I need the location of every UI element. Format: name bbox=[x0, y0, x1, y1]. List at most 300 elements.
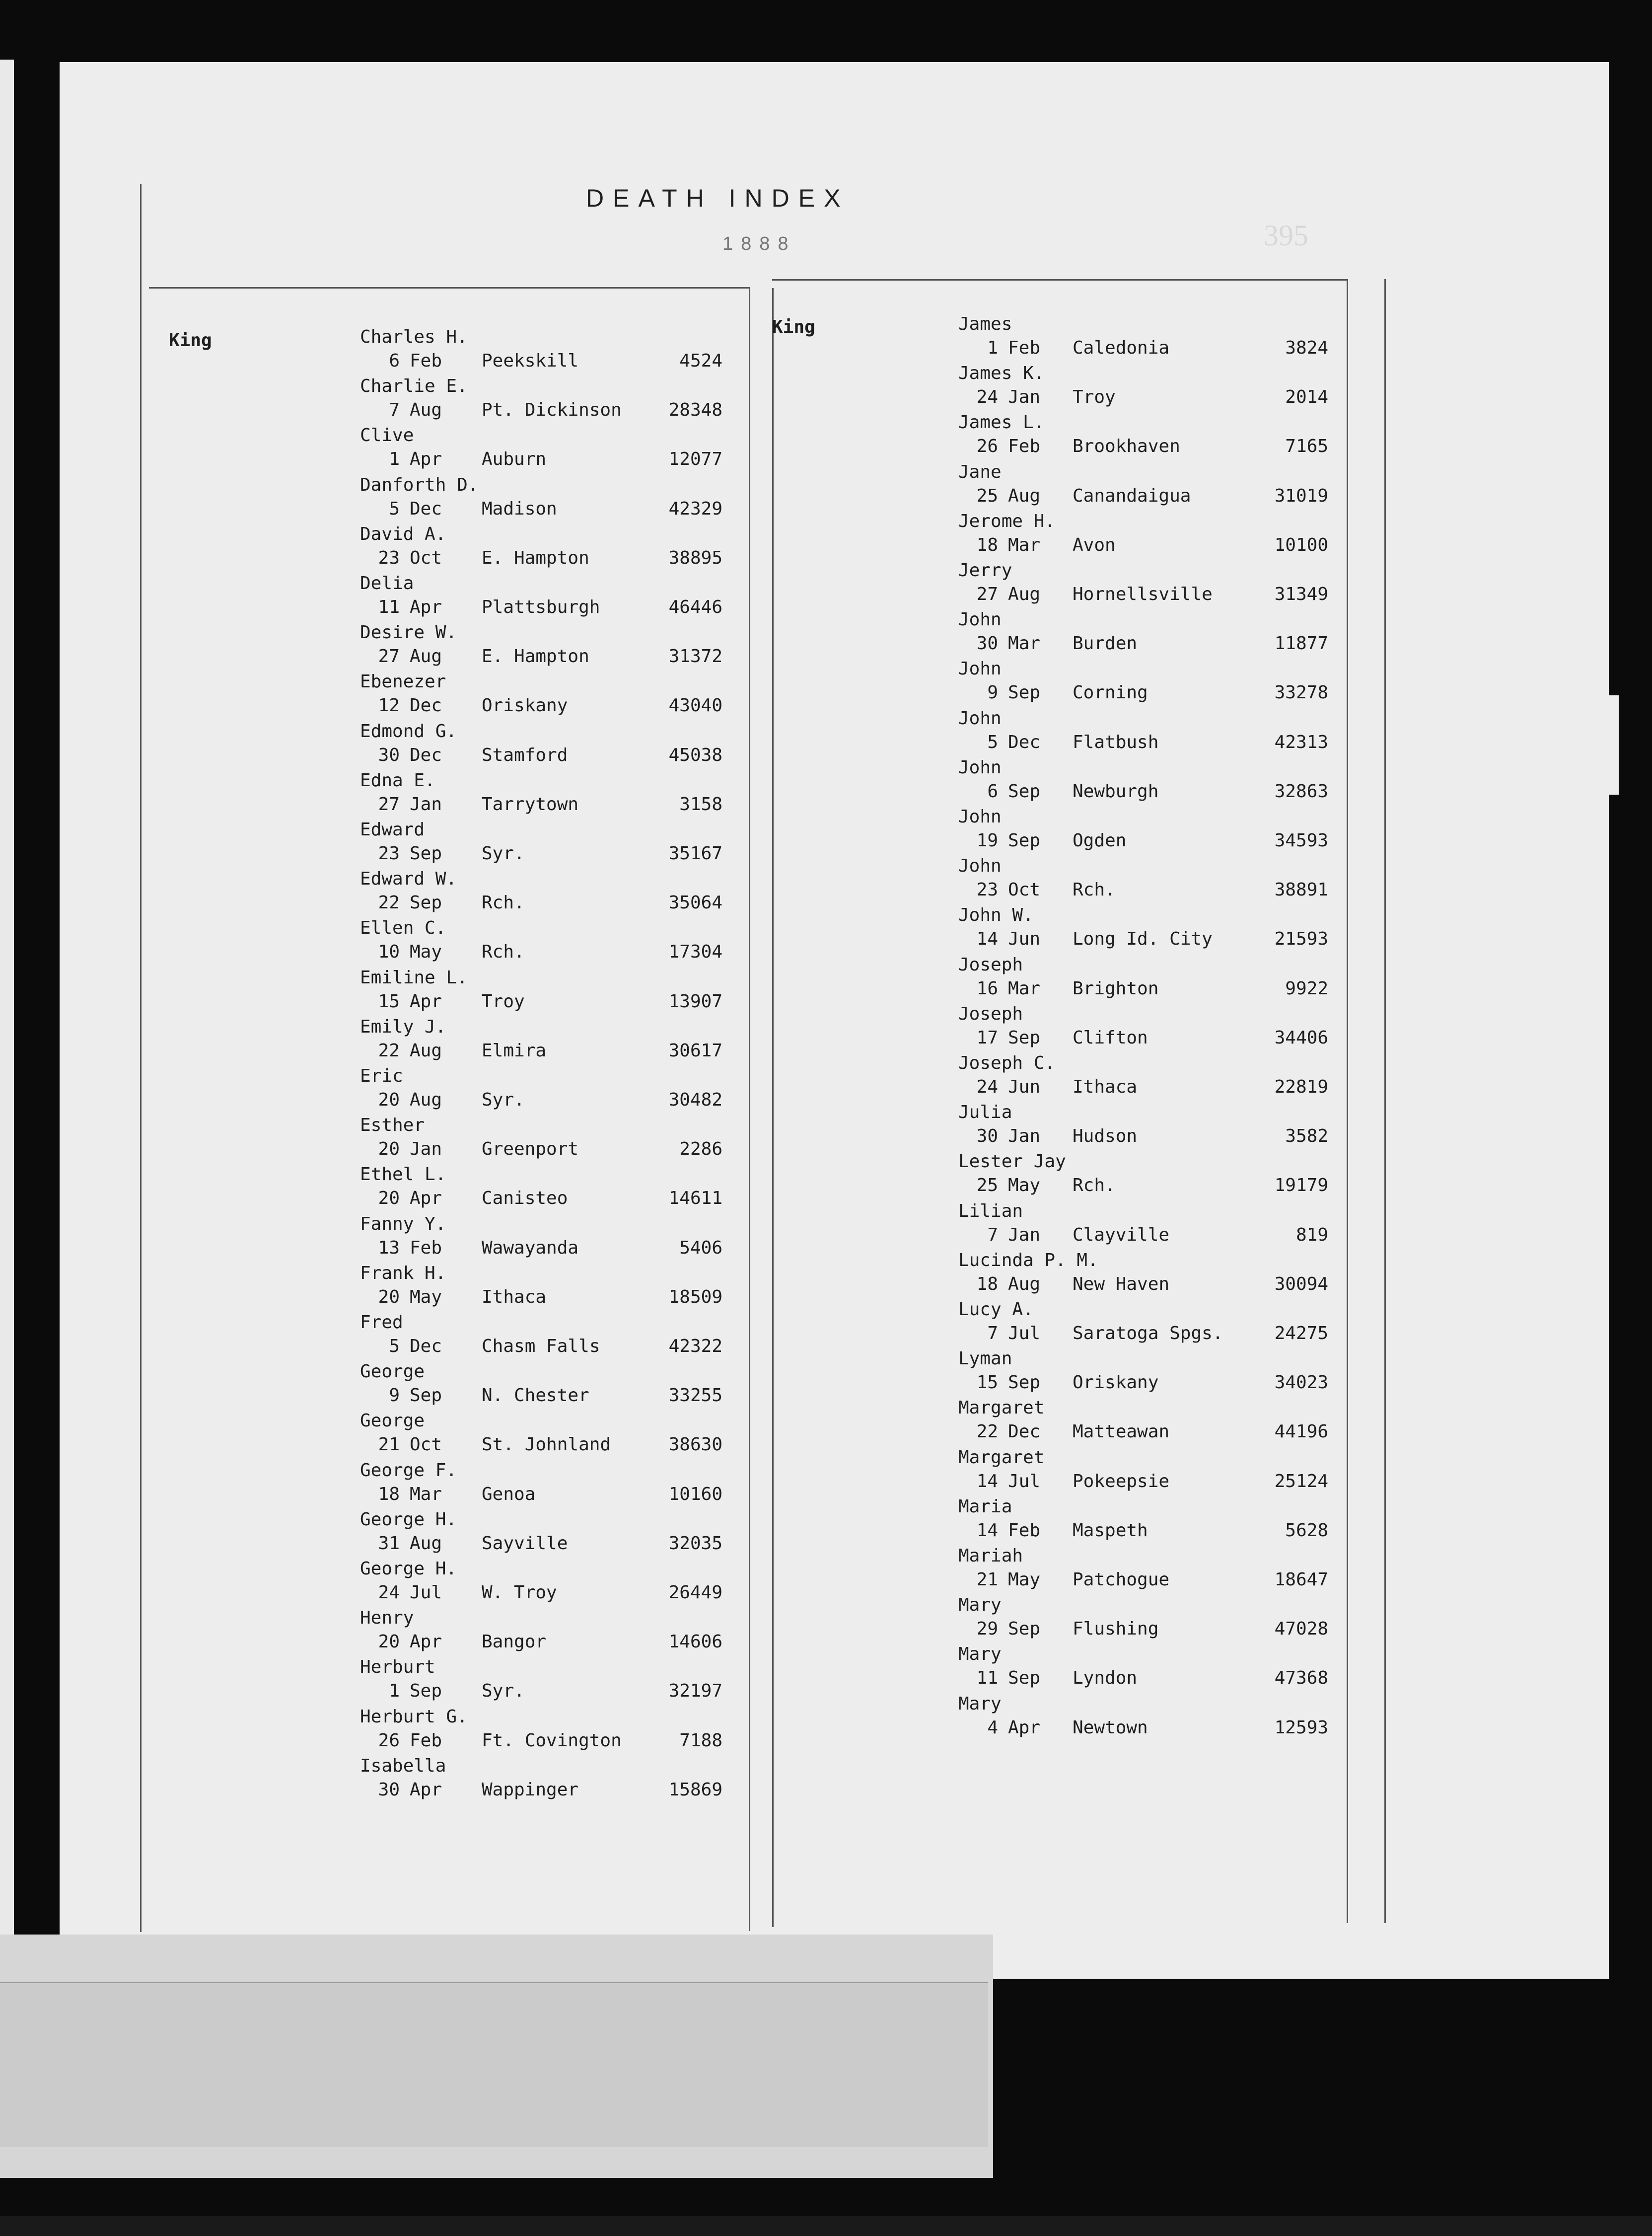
given-name: Fred bbox=[360, 1312, 403, 1333]
certificate-number: 32863 bbox=[1274, 781, 1328, 802]
death-month: Apr bbox=[1008, 1717, 1041, 1738]
death-day: 24 bbox=[976, 1077, 998, 1097]
death-month: Jan bbox=[410, 794, 442, 815]
death-day: 23 bbox=[378, 547, 400, 568]
death-day: 14 bbox=[976, 929, 998, 950]
index-entry bbox=[360, 573, 737, 621]
certificate-number: 42322 bbox=[668, 1336, 722, 1356]
death-month: Dec bbox=[410, 695, 442, 716]
given-name: James bbox=[958, 314, 1012, 334]
given-name: Lyman bbox=[958, 1348, 1012, 1369]
death-month: May bbox=[1008, 1175, 1041, 1196]
death-day: 30 bbox=[378, 1779, 400, 1800]
death-day: 27 bbox=[976, 584, 998, 604]
given-name: Fanny Y. bbox=[360, 1213, 446, 1234]
certificate-number: 45038 bbox=[668, 745, 722, 765]
given-name: John bbox=[958, 659, 1002, 679]
death-day: 13 bbox=[378, 1237, 400, 1258]
index-entry bbox=[360, 425, 737, 473]
place-of-death: Rch. bbox=[482, 942, 525, 963]
certificate-number: 18509 bbox=[668, 1286, 722, 1307]
certificate-number: 5406 bbox=[679, 1237, 722, 1258]
place-of-death: Chasm Falls bbox=[482, 1336, 600, 1356]
given-name: Lester Jay bbox=[958, 1151, 1066, 1172]
place-of-death: Wappinger bbox=[482, 1779, 579, 1800]
given-name: John W. bbox=[958, 905, 1034, 926]
place-of-death: Oriskany bbox=[1073, 1372, 1159, 1393]
place-of-death: Brighton bbox=[1073, 978, 1159, 999]
given-name: Frank H. bbox=[360, 1263, 446, 1283]
given-name: James K. bbox=[958, 363, 1045, 384]
death-day: 31 bbox=[378, 1533, 400, 1554]
death-month: Dec bbox=[1008, 732, 1041, 752]
given-name: Ellen C. bbox=[360, 918, 446, 939]
given-name: Mary bbox=[958, 1693, 1002, 1714]
place-of-death: Rch. bbox=[1073, 1175, 1116, 1196]
death-month: Dec bbox=[1008, 1421, 1041, 1442]
index-entry bbox=[958, 1546, 1346, 1593]
place-of-death: Elmira bbox=[482, 1040, 547, 1061]
death-month: Apr bbox=[410, 1632, 442, 1652]
place-of-death: Madison bbox=[482, 498, 557, 519]
death-day: 15 bbox=[378, 991, 400, 1012]
left-column-right-rule bbox=[749, 287, 750, 1931]
index-card bbox=[60, 62, 1579, 1979]
given-name: Joseph bbox=[958, 954, 1023, 975]
death-day: 27 bbox=[378, 646, 400, 667]
place-of-death: Peekskill bbox=[482, 351, 579, 371]
death-day: 12 bbox=[378, 695, 400, 716]
place-of-death: Saratoga Spgs. bbox=[1073, 1323, 1223, 1343]
certificate-number: 26449 bbox=[668, 1582, 722, 1603]
page-title: DEATH INDEX bbox=[586, 184, 850, 212]
place-of-death: Greenport bbox=[482, 1139, 579, 1160]
index-entry bbox=[360, 1361, 737, 1409]
death-day: 1 bbox=[389, 1681, 400, 1702]
death-month: Oct bbox=[1008, 880, 1041, 900]
place-of-death: Patchogue bbox=[1073, 1569, 1170, 1590]
given-name: Emily J. bbox=[360, 1016, 446, 1037]
index-entry bbox=[360, 1164, 737, 1212]
death-day: 7 bbox=[389, 400, 400, 421]
certificate-number: 12077 bbox=[668, 449, 722, 470]
certificate-number: 34406 bbox=[1274, 1027, 1328, 1048]
place-of-death: E. Hampton bbox=[482, 547, 589, 568]
death-day: 26 bbox=[976, 436, 998, 457]
death-month: May bbox=[1008, 1569, 1041, 1590]
index-entry bbox=[360, 918, 737, 966]
given-name: John bbox=[958, 609, 1002, 630]
death-month: Aug bbox=[410, 1040, 442, 1061]
death-month: Sep bbox=[1008, 1619, 1041, 1640]
given-name: Ethel L. bbox=[360, 1164, 446, 1185]
index-entry bbox=[360, 1707, 737, 1754]
index-entry bbox=[958, 511, 1346, 559]
place-of-death: Ogden bbox=[1073, 830, 1127, 851]
death-month: Sep bbox=[1008, 1372, 1041, 1393]
place-of-death: Syr. bbox=[482, 1090, 525, 1110]
index-entry bbox=[360, 1608, 737, 1655]
place-of-death: Stamford bbox=[482, 745, 568, 765]
death-day: 24 bbox=[378, 1582, 400, 1603]
certificate-number: 19179 bbox=[1274, 1175, 1328, 1196]
death-day: 18 bbox=[378, 1484, 400, 1504]
certificate-number: 2286 bbox=[679, 1139, 722, 1160]
place-of-death: St. Johnland bbox=[482, 1434, 611, 1455]
place-of-death: Bangor bbox=[482, 1632, 547, 1652]
death-month: May bbox=[410, 1286, 442, 1307]
death-day: 30 bbox=[378, 745, 400, 765]
death-month: Feb bbox=[410, 1730, 442, 1751]
certificate-number: 34593 bbox=[1274, 830, 1328, 851]
death-day: 9 bbox=[389, 1385, 400, 1406]
place-of-death: Sayville bbox=[482, 1533, 568, 1554]
certificate-number: 14611 bbox=[668, 1188, 722, 1209]
death-day: 15 bbox=[976, 1372, 998, 1393]
index-entry bbox=[958, 1496, 1346, 1544]
page-year: 1888 bbox=[722, 233, 796, 254]
certificate-number: 33255 bbox=[668, 1385, 722, 1406]
index-entry bbox=[360, 1509, 737, 1557]
right-outer-rule bbox=[1384, 279, 1386, 1923]
certificate-number: 10100 bbox=[1274, 534, 1328, 555]
certificate-number: 47028 bbox=[1274, 1619, 1328, 1640]
place-of-death: Syr. bbox=[482, 843, 525, 864]
certificate-number: 34023 bbox=[1274, 1372, 1328, 1393]
index-entry bbox=[360, 475, 737, 522]
death-day: 23 bbox=[378, 843, 400, 864]
certificate-number: 42313 bbox=[1274, 732, 1328, 752]
death-month: May bbox=[410, 942, 442, 963]
place-of-death: Flatbush bbox=[1073, 732, 1159, 752]
death-day: 5 bbox=[987, 732, 998, 752]
death-month: Aug bbox=[1008, 485, 1041, 506]
index-entry bbox=[360, 820, 737, 867]
header-rule-right bbox=[772, 279, 1348, 281]
index-entry bbox=[958, 462, 1346, 510]
given-name: Esther bbox=[360, 1115, 425, 1136]
death-day: 6 bbox=[389, 351, 400, 371]
certificate-number: 9922 bbox=[1285, 978, 1328, 999]
death-day: 6 bbox=[987, 781, 998, 802]
index-entry bbox=[360, 770, 737, 818]
given-name: James L. bbox=[958, 412, 1045, 433]
right-column-right-rule bbox=[1347, 279, 1348, 1923]
index-entry bbox=[958, 609, 1346, 657]
certificate-number: 12593 bbox=[1274, 1717, 1328, 1738]
death-month: Sep bbox=[1008, 830, 1041, 851]
index-entry bbox=[360, 376, 737, 424]
death-month: Apr bbox=[410, 449, 442, 470]
death-day: 9 bbox=[987, 682, 998, 703]
given-name: John bbox=[958, 807, 1002, 827]
place-of-death: Newtown bbox=[1073, 1717, 1148, 1738]
index-entry bbox=[958, 363, 1346, 411]
page-number: 395 bbox=[1264, 219, 1308, 252]
death-month: Feb bbox=[410, 1237, 442, 1258]
index-entry bbox=[360, 1017, 737, 1064]
place-of-death: Brookhaven bbox=[1073, 436, 1180, 457]
death-day: 14 bbox=[976, 1471, 998, 1491]
death-month: Jun bbox=[1008, 929, 1041, 950]
scan-edge-strip bbox=[0, 60, 14, 1937]
certificate-number: 17304 bbox=[668, 942, 722, 963]
certificate-number: 13907 bbox=[668, 991, 722, 1012]
place-of-death: N. Chester bbox=[482, 1385, 589, 1406]
place-of-death: Wawayanda bbox=[482, 1237, 579, 1258]
given-name: Mary bbox=[958, 1644, 1002, 1665]
place-of-death: Avon bbox=[1073, 534, 1116, 555]
index-entry bbox=[958, 1299, 1346, 1347]
place-of-death: Rch. bbox=[482, 893, 525, 913]
death-month: Jul bbox=[410, 1582, 442, 1603]
death-day: 10 bbox=[378, 942, 400, 963]
given-name: Julia bbox=[958, 1102, 1012, 1123]
death-day: 20 bbox=[378, 1188, 400, 1209]
death-month: Mar bbox=[410, 1484, 442, 1504]
index-entry bbox=[958, 1398, 1346, 1445]
given-name: Herburt G. bbox=[360, 1706, 468, 1727]
given-name: Jane bbox=[958, 461, 1002, 482]
card-right-edge bbox=[1579, 62, 1609, 1979]
place-of-death: Matteawan bbox=[1073, 1421, 1170, 1442]
death-day: 23 bbox=[976, 880, 998, 900]
death-month: Aug bbox=[1008, 584, 1041, 604]
given-name: Eric bbox=[360, 1066, 403, 1086]
index-entry bbox=[958, 412, 1346, 460]
death-day: 30 bbox=[976, 633, 998, 654]
given-name: Joseph bbox=[958, 1003, 1023, 1024]
death-day: 22 bbox=[378, 893, 400, 913]
index-entry bbox=[958, 757, 1346, 805]
right-column-left-rule bbox=[772, 288, 774, 1927]
index-entry bbox=[958, 560, 1346, 608]
death-month: Sep bbox=[1008, 781, 1041, 802]
place-of-death: Oriskany bbox=[482, 695, 568, 716]
place-of-death: Caledonia bbox=[1073, 338, 1170, 358]
death-day: 16 bbox=[976, 978, 998, 999]
place-of-death: Plattsburgh bbox=[482, 597, 600, 617]
certificate-number: 31019 bbox=[1274, 485, 1328, 506]
certificate-number: 30094 bbox=[1274, 1273, 1328, 1294]
death-month: Apr bbox=[410, 597, 442, 617]
given-name: George F. bbox=[360, 1460, 457, 1481]
given-name: Charlie E. bbox=[360, 376, 468, 397]
given-name: Henry bbox=[360, 1608, 414, 1629]
index-entry bbox=[360, 1460, 737, 1508]
place-of-death: Ithaca bbox=[482, 1286, 547, 1307]
given-name: Ebenezer bbox=[360, 671, 446, 692]
place-of-death: Tarrytown bbox=[482, 794, 579, 815]
death-month: Mar bbox=[1008, 978, 1041, 999]
place-of-death: W. Troy bbox=[482, 1582, 557, 1603]
death-month: Aug bbox=[410, 1090, 442, 1110]
index-entry bbox=[360, 1411, 737, 1458]
place-of-death: Long Id. City bbox=[1073, 929, 1213, 950]
death-month: Apr bbox=[410, 1779, 442, 1800]
death-month: Jan bbox=[410, 1139, 442, 1160]
death-day: 21 bbox=[976, 1569, 998, 1590]
death-day: 20 bbox=[378, 1090, 400, 1110]
certificate-number: 43040 bbox=[668, 695, 722, 716]
surname-left: King bbox=[169, 330, 212, 351]
certificate-number: 25124 bbox=[1274, 1471, 1328, 1491]
death-month: Sep bbox=[410, 1385, 442, 1406]
certificate-number: 31372 bbox=[668, 646, 722, 667]
certificate-number: 38895 bbox=[668, 547, 722, 568]
index-entry bbox=[360, 1657, 737, 1705]
place-of-death: Flushing bbox=[1073, 1619, 1159, 1640]
death-day: 1 bbox=[987, 338, 998, 358]
place-of-death: New Haven bbox=[1073, 1273, 1170, 1294]
death-day: 24 bbox=[976, 387, 998, 408]
place-of-death: Troy bbox=[482, 991, 525, 1012]
place-of-death: Clifton bbox=[1073, 1027, 1148, 1048]
place-of-death: Hudson bbox=[1073, 1126, 1138, 1147]
death-month: Feb bbox=[410, 351, 442, 371]
given-name: Mary bbox=[958, 1595, 1002, 1616]
index-entry bbox=[360, 327, 737, 374]
death-month: Mar bbox=[1008, 633, 1041, 654]
given-name: George bbox=[360, 1361, 425, 1382]
given-name: Delia bbox=[360, 573, 414, 594]
death-month: Apr bbox=[410, 991, 442, 1012]
index-entry bbox=[958, 1694, 1346, 1741]
given-name: Charles H. bbox=[360, 327, 468, 347]
index-entry bbox=[360, 1756, 737, 1803]
death-day: 21 bbox=[378, 1434, 400, 1455]
death-day: 14 bbox=[976, 1520, 998, 1541]
certificate-number: 35167 bbox=[668, 843, 722, 864]
death-day: 20 bbox=[378, 1632, 400, 1652]
given-name: Desire W. bbox=[360, 622, 457, 643]
certificate-number: 2014 bbox=[1285, 387, 1328, 408]
place-of-death: Pokeepsie bbox=[1073, 1471, 1170, 1491]
death-month: Jul bbox=[1008, 1471, 1041, 1491]
death-month: Dec bbox=[410, 498, 442, 519]
index-entry bbox=[958, 1053, 1346, 1101]
death-day: 18 bbox=[976, 534, 998, 555]
certificate-number: 24275 bbox=[1274, 1323, 1328, 1343]
index-entry bbox=[958, 1151, 1346, 1199]
given-name: Lucy A. bbox=[958, 1299, 1034, 1320]
index-entry bbox=[958, 1250, 1346, 1298]
death-day: 17 bbox=[976, 1027, 998, 1048]
index-entry bbox=[360, 524, 737, 572]
death-month: Sep bbox=[410, 1681, 442, 1702]
index-entry bbox=[958, 1644, 1346, 1692]
death-day: 7 bbox=[987, 1323, 998, 1343]
death-month: Oct bbox=[410, 1434, 442, 1455]
given-name: Emiline L. bbox=[360, 967, 468, 988]
certificate-number: 4524 bbox=[679, 351, 722, 371]
given-name: John bbox=[958, 757, 1002, 778]
given-name: Clive bbox=[360, 425, 414, 446]
death-day: 25 bbox=[976, 485, 998, 506]
certificate-number: 31349 bbox=[1274, 584, 1328, 604]
index-entry bbox=[958, 1447, 1346, 1495]
index-entry bbox=[360, 1214, 737, 1262]
certificate-number: 28348 bbox=[668, 400, 722, 421]
certificate-number: 47368 bbox=[1274, 1668, 1328, 1689]
death-day: 19 bbox=[976, 830, 998, 851]
given-name: John bbox=[958, 708, 1002, 729]
index-entry bbox=[360, 1559, 737, 1606]
certificate-number: 11877 bbox=[1274, 633, 1328, 654]
certificate-number: 32197 bbox=[668, 1681, 722, 1702]
death-day: 4 bbox=[987, 1717, 998, 1738]
certificate-number: 42329 bbox=[668, 498, 722, 519]
place-of-death: Canandaigua bbox=[1073, 485, 1191, 506]
index-entry bbox=[360, 869, 737, 916]
death-month: Aug bbox=[410, 400, 442, 421]
death-month: Sep bbox=[410, 893, 442, 913]
death-day: 7 bbox=[987, 1224, 998, 1245]
place-of-death: Genoa bbox=[482, 1484, 536, 1504]
index-entry bbox=[958, 1595, 1346, 1642]
certificate-number: 38891 bbox=[1274, 880, 1328, 900]
certificate-number: 5628 bbox=[1285, 1520, 1328, 1541]
certificate-number: 44196 bbox=[1274, 1421, 1328, 1442]
death-day: 5 bbox=[389, 1336, 400, 1356]
index-entry bbox=[360, 622, 737, 670]
place-of-death: Canisteo bbox=[482, 1188, 568, 1209]
death-month: Feb bbox=[1008, 436, 1041, 457]
index-entry bbox=[958, 659, 1346, 706]
death-month: Sep bbox=[1008, 1027, 1041, 1048]
given-name: Lilian bbox=[958, 1200, 1023, 1221]
certificate-number: 38630 bbox=[668, 1434, 722, 1455]
death-day: 30 bbox=[976, 1126, 998, 1147]
place-of-death: Maspeth bbox=[1073, 1520, 1148, 1541]
certificate-number: 14606 bbox=[668, 1632, 722, 1652]
death-day: 1 bbox=[389, 449, 400, 470]
death-month: Jul bbox=[1008, 1323, 1041, 1343]
given-name: John bbox=[958, 856, 1002, 877]
place-of-death: Ft. Covington bbox=[482, 1730, 622, 1751]
death-month: Jan bbox=[1008, 1126, 1041, 1147]
death-day: 22 bbox=[378, 1040, 400, 1061]
given-name: Edmond G. bbox=[360, 721, 457, 742]
death-month: Sep bbox=[1008, 682, 1041, 703]
certificate-number: 32035 bbox=[668, 1533, 722, 1554]
death-day: 29 bbox=[976, 1619, 998, 1640]
index-entry bbox=[958, 1004, 1346, 1051]
death-day: 25 bbox=[976, 1175, 998, 1196]
place-of-death: Rch. bbox=[1073, 880, 1116, 900]
index-entry bbox=[360, 1263, 737, 1311]
certificate-number: 10160 bbox=[668, 1484, 722, 1504]
certificate-number: 819 bbox=[1295, 1224, 1328, 1245]
death-day: 22 bbox=[976, 1421, 998, 1442]
death-month: Feb bbox=[1008, 338, 1041, 358]
death-day: 11 bbox=[378, 597, 400, 617]
death-month: Dec bbox=[410, 745, 442, 765]
death-day: 26 bbox=[378, 1730, 400, 1751]
death-month: Feb bbox=[1008, 1520, 1041, 1541]
death-month: Sep bbox=[410, 843, 442, 864]
place-of-death: Troy bbox=[1073, 387, 1116, 408]
index-entry bbox=[360, 1066, 737, 1114]
index-entry bbox=[958, 905, 1346, 953]
index-entry bbox=[360, 1312, 737, 1360]
index-entry bbox=[958, 314, 1346, 362]
certificate-number: 22819 bbox=[1274, 1077, 1328, 1097]
place-of-death: Auburn bbox=[482, 449, 547, 470]
header-rule-left bbox=[149, 287, 750, 289]
given-name: Maria bbox=[958, 1496, 1012, 1517]
certificate-number: 35064 bbox=[668, 893, 722, 913]
